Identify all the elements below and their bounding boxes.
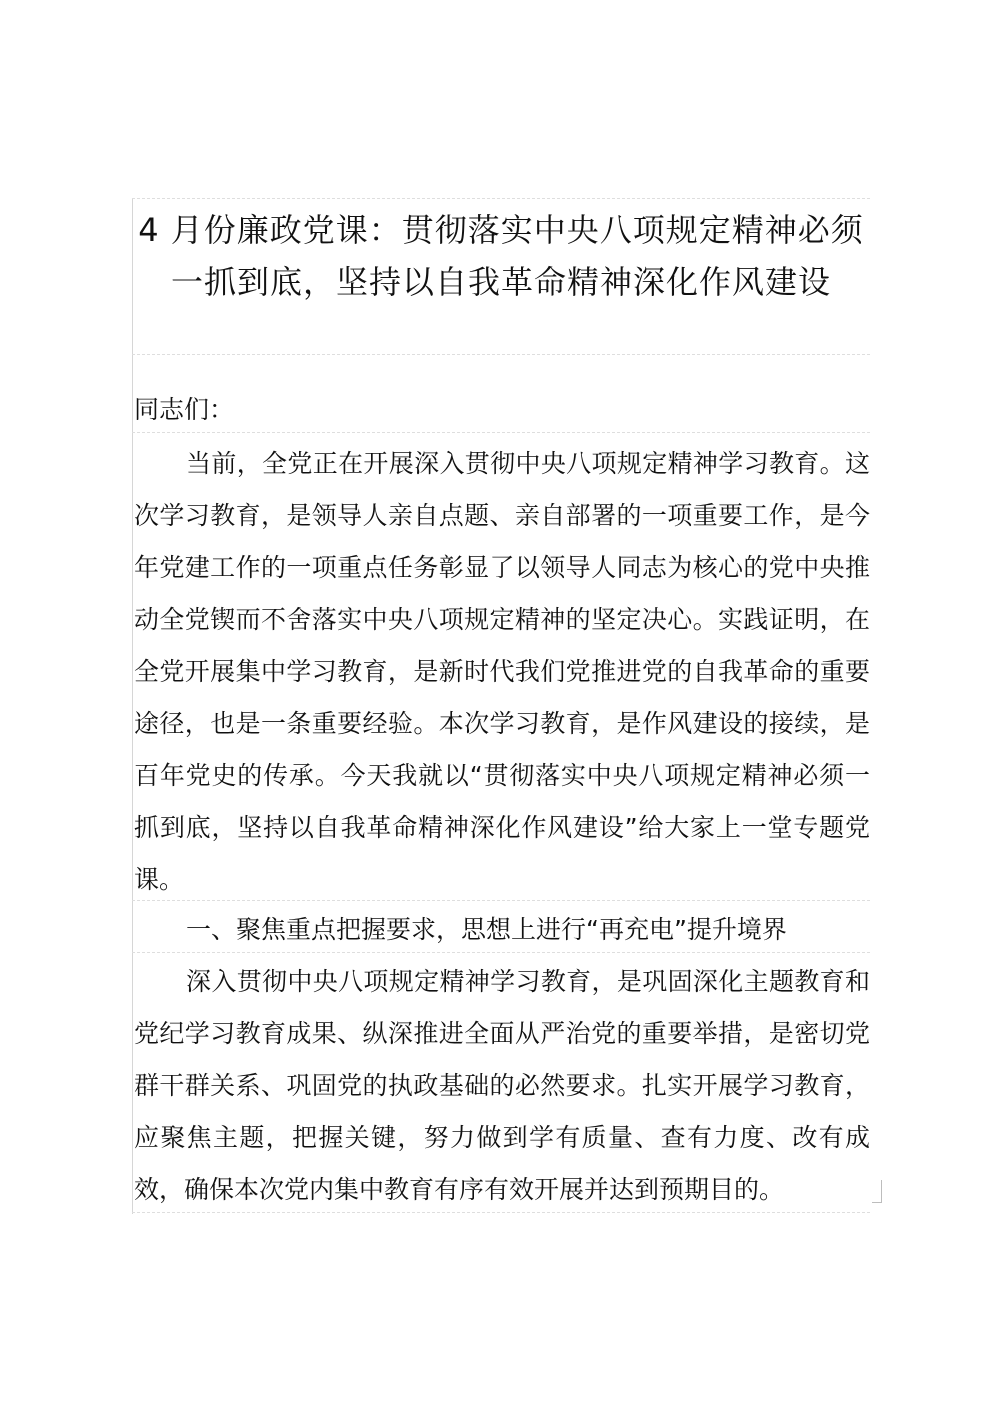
body-paragraph: 深入贯彻中央八项规定精神学习教育，是巩固深化主题教育和党纪学习教育成果、纵深推进全面从严治党的重要举措，是密切党群干群关系、巩固党的执政基础的必然要求。扎实开展学习教育，应聚焦主题，把握关键，努力做到学有质量、查有力度、改有成效，确保本次党内集中教育有序有效开展并达到预期目的。 <box>134 967 870 1204</box>
divider <box>132 432 870 433</box>
divider <box>132 198 870 199</box>
salutation: 同志们： <box>134 395 235 424</box>
section-heading: 一、聚焦重点把握要求，思想上进行“再充电”提升境界 <box>186 915 787 944</box>
page-corner-mark <box>872 1180 882 1203</box>
document-title: 4 月份廉政党课：贯彻落实中央八项规定精神必须一抓到底，坚持以自我革命精神深化作风建设 <box>138 211 864 301</box>
body-paragraph: 当前，全党正在开展深入贯彻中央八项规定精神学习教育。这次学习教育，是领导人亲自点题、亲自部署的一项重要工作，是今年党建工作的一项重点任务彰显了以领导人同志为核心的党中央推动全党锲而不舍落实中央八项规定精神的坚定决心。实践证明，在全党开展集中学习教育，是新时代我们党推进党的自我革命的重要途径，也是一条重要经验。本次学习教育，是作风建设的接续，是百年党史的传承。今天我就以“贯彻落实中央八项规定精神必须一抓到底，坚持以自我革命精神深化作风建设”给大家上一堂专题党课。 <box>134 449 870 894</box>
divider <box>132 354 870 355</box>
